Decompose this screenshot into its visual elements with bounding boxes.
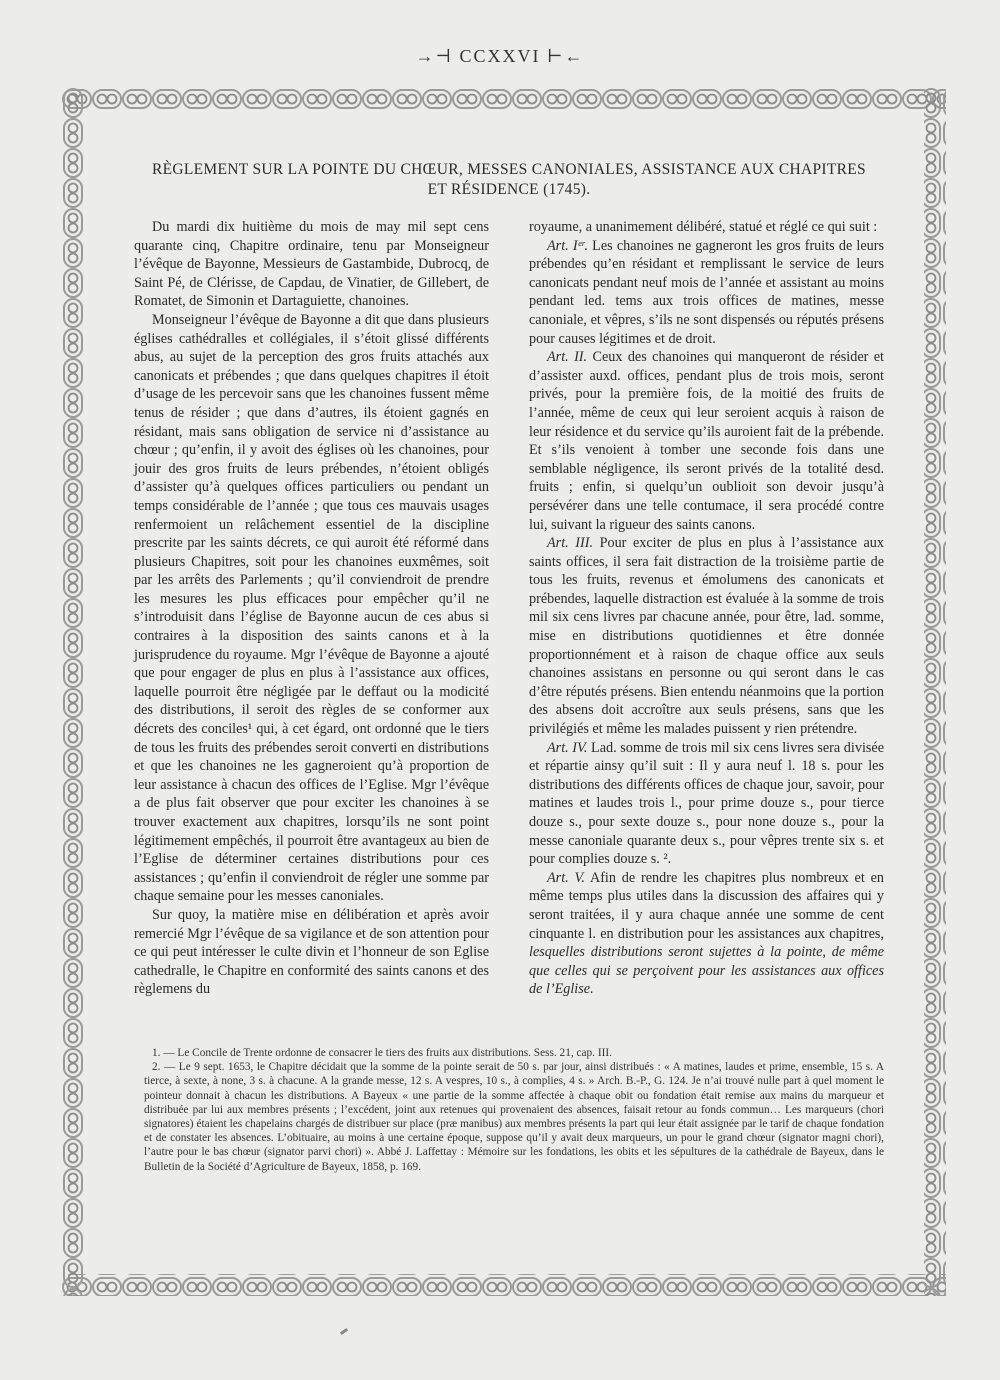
article-2 [529, 348, 884, 534]
article-5 [529, 869, 884, 999]
paragraph: Monseigneur l’évêque de Bayonne a dit que dans plusieurs églises cathédralles et collégiales, il s’étoit glissé différents abus, au sujet de la perception des gros fruits attachés aux canonicats et prébendes ; que dans quelques chapitres il étoit d’usage de les percevoir sans que les chanoines fussent même tenus de résider ; que dans d’autres, ils étoient gagnés en résidant, mais sans obligation de service ni d’assistance au chœur ; qu’enfin, il y avoit des églises où les chanoines, pour jouir des gros fruits de leurs prébendes, n’étoient obligés d’assister qu’à quelques offices particuliers ou pendant un temps considérable de l’année ; que tous ces mauvais usages renfermoient un relâchement essentiel de la discipline prescrite par les saints décrets, ce qui auroit été réformé dans plusieurs Chapitres, soit pour les chanoines euxmêmes, soit par les arrêts des Parlements ; qu’il conviendroit de prendre les mesures les plus efficaces pour empêcher qu’il ne s’introduisit dans l’église de Bayonne aucun de ces abus si contraires à la disposition des saints canons et à la jurisprudence du royaume. Mgr l’évêque de Bayonne a ajouté que pour engager de plus en plus à l’assistance aux offices, laquelle pourroit être négligée par le deffaut ou la modicité des distributions, il seroit des règles de se conformer aux décrets des conciles¹ qui, à cet égard, ont ordonné que le tiers de tous les fruits des prébendes seroit converti en distributions et que les chanoines ne les gagneroient qu’à proportion de leur assistance à chacun des offices de l’Eglise. Mgr l’évêque a de plus fait observer que pour exciter les chanoines à se trouver exactement aux chapitres, lorsqu’ils ne sont point légitimement empêchés, il pourroit être avantageux au bien de l’Eglise de déterminer certaines distributions pour ces assistances ; qu’enfin il conviendroit de régler une somme par chaque semaine pour les messes canoniales. [134, 311, 489, 905]
document-title [134, 160, 884, 200]
article-text: Les chanoines ne gagneront les gros fruits de leurs prébendes qu’en résidant et remplissant le service de leurs canonicats pendant neuf mois de l’année et assistant au moins pendant led. tems aux trois offices de matines, messe canoniale, et vêpres, s’ils ne sont dispensés ou réputés présens pour causes légitimes et de droit. [529, 237, 884, 347]
article-text-italic: lesquelles distributions seront sujettes à la pointe, de même que celles qui se perçoivent pour les assistances aux offices de l’Eglise. [529, 944, 884, 998]
paragraph: Du mardi dix huitième du mois de may mil sept cens quarante cinq, Chapitre ordinaire, tenu par Monseigneur l’évêque de Bayonne, Messieurs de Gastambide, Dubrocq, de Saint Pé, de Clérisse, de Capdau, de Vinatier, de Gillebert, de Romatet, de Simonin et Dartaguiette, chanoines. [134, 219, 489, 310]
paragraph: royaume, a unanimement délibéré, statué et réglé ce qui suit : [529, 219, 878, 235]
right-column [529, 218, 884, 999]
ornament-right-icon: ⊢← [547, 46, 585, 66]
stray-mark [340, 1328, 348, 1335]
article-text: Afin de rendre les chapitres plus nombreux et en même temps plus utiles dans la discussion des affaires qui y seront traitées, il y aura chaque année une somme de cent cinquante l. en distribution pour les assistances aux chapitres, [529, 869, 885, 942]
footnote-2: 2. — Le 9 sept. 1653, le Chapitre décidait que la somme de la pointe serait de 50 s. par jour, ainsi distribués : « A matines, laudes et prime, ensemble, 15 s. A tierce, à sexte, à none, 3 s. à chacune. A la grande messe, 12 s. A vespres, 10 s., à complies, 4 s. » Arch. B.-P., G. 124. Je n’ai trouvé nulle part à quel moment le pointeur donnait à chacun les distributions. A Bayeux « une partie de la somme affectée à chaque obit ou fondation était remise aux mains du marqueur et distribuée par lui aux membres présents ; l’excédent, joint aux retenues qui provenaient des absences, faisait retour au fonds commun… Les marqueurs (chori signatores) étaient les chapelains chargés de distribuer sur place (præ manibus) aux membres présents la part qui leur était assignée par le tarif de chaque fondation et de constater les absences. L’obituaire, au moins à une certaine époque, suppose qu’il y avait deux marqueurs, un pour le grand chœur (signator magni chori), l’autre pour le bas chœur (signator parvi chori) ». Abbé J. Laffettay : Mémoire sur les fondations, les obits et les sépultures de la cathédrale de Bayeux, dans le Bulletin de la Société d’Agriculture de Bayeux, 1858, p. 169. [144, 1061, 884, 1173]
article-text: Lad. somme de trois mil six cens livres sera divisée et répartie ainsy qu’il suit : Il y aura neuf l. 18 s. pour les distributions des différents offices de chaque jour, savoir, pour matines et laudes trois l., pour prime douze s., pour tierce douze s., pour sexte douze s., pour none douze s., pour la messe canoniale quarante deux s., pour vêpres trente six s. et pour complies douze s. ². [529, 739, 884, 868]
article-1 [529, 237, 884, 349]
page-number-header [0, 46, 1000, 67]
document-body [134, 160, 884, 999]
article-text: Ceux des chanoines qui manqueront de résider et d’assister auxd. offices, pendant plus de trois mois, seront privés, pour la première fois, de la moitié des fruits de l’année, même de ceux qui leur seroient acquis à raison de leur résidence et du service qu’ils auroient fait de la prébende. Et s’ils venoient à tomber une seconde fois dans une semblable négligence, ils seront privés de la totalité desd. fruits ; enfin, si quelqu’un oublioit son devoir jusqu’à persévérer dans une telle contumace, il sera procédé contre lui, suivant la rigueur des saints canons. [529, 349, 884, 533]
title-line-1: RÈGLEMENT SUR LA POINTE DU CHŒUR, MESSES CANONIALES, ASSISTANCE AUX CHAPITRES [152, 161, 866, 178]
footnote-1: 1. — Le Concile de Trente ordonne de consacrer le tiers des fruits aux distributions. Sess. 21, cap. III. [152, 1047, 612, 1059]
footnotes [144, 1046, 884, 1174]
article-label: Art. III. [547, 535, 593, 552]
title-line-2: ET RÉSIDENCE (1745). [427, 181, 591, 198]
two-column-text [134, 218, 884, 999]
left-column [134, 218, 489, 999]
ornament-left-icon: →⊣ [415, 46, 453, 66]
article-label: Art. IV. [547, 739, 588, 756]
article-text: Pour exciter de plus en plus à l’assistance aux saints offices, il sera fait distraction de la troisième partie de tous les fruits, revenus et émolumens des canonicats et prébendes, laquelle distraction est évaluée à la somme de trois mil six cens livres par chacune année, pour être, lad. somme, mise en distributions quotidiennes et être donnée proportionnément et à raison de chaque office aux seuls chanoines assistans en personne ou qui seront dans le cas d’être réputés présens. Bien entendu néanmoins que la portion des absens doit accroître aux seuls présens, sans que les privilégiés et même les malades puissent y rien prétendre. [529, 535, 884, 738]
page-number: CCXXVI [459, 46, 541, 66]
article-label: Art. V. [547, 869, 585, 886]
article-3 [529, 534, 884, 739]
article-label: Art. Iᵉʳ. [547, 237, 588, 254]
paragraph: Sur quoy, la matière mise en délibération et après avoir remercié Mgr l’évêque de sa vigilance et de son attention pour ce qui peut intéresser le culte divin et l’honneur de son Eglise cathedralle, le Chapitre en conformité des saints canons et des règlemens du [134, 906, 489, 998]
article-label: Art. II. [547, 349, 588, 366]
article-4 [529, 739, 884, 869]
